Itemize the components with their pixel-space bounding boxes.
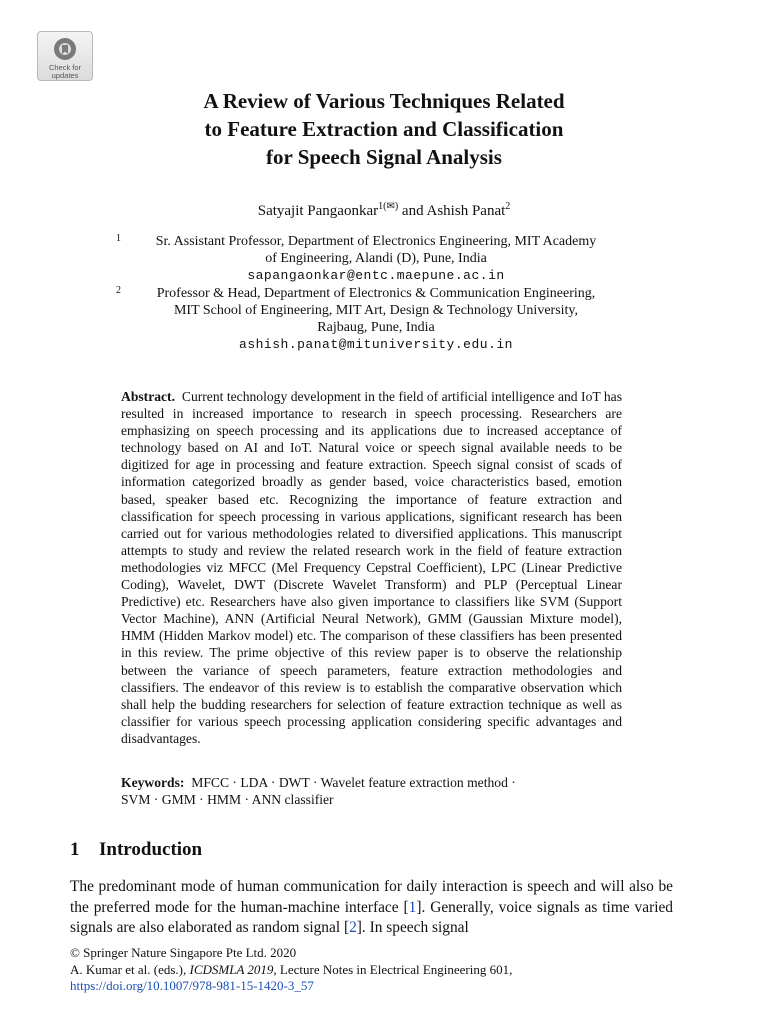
intro-text-3: ]. In speech signal [356,919,469,936]
author-1-name: Satyajit Pangaonkar [257,203,379,219]
keywords-label: Keywords: [121,775,185,790]
check-for-updates-badge[interactable] [37,31,93,81]
intro-text-2: ]. Generally, voice signals as time varied signals are also elaborated as random signal [ [70,898,673,936]
citation-link-2[interactable]: 2 [349,919,357,936]
doi-link[interactable]: https://doi.org/10.1007/978-981-15-1420-3_57 [70,978,314,993]
abstract [121,388,622,747]
abstract-text: Current technology development in the field of artificial intelligence and IoT has resulted in increased importance to research in speech processing. Researchers are emphasizing on speech processing and its applications due to increased acceptance of technology based on AI and IoT. Natural voice or speech signal available needs to be digitized for age in processing and feature extraction. Speech signal consist of scads of information categorized broadly as gender based, voice characteristics based, emotion based, speaker based etc. Recognizing the importance of feature extraction and classification for speech processing in various applications, significant research has been carried out for various methodologies related to diversified applications. This manuscript attempts to study and review the related research work in the field of feature extraction methodologies viz MFCC (Mel Frequency Cepstral Coefficient), LPC (Linear Predictive Coding), Wavelet, DWT (Discrete Wavelet Transform) and PLP (Perceptual Linear Predictive) etc. Researchers have also given importance to classifiers like SVM (Support Vector Machine), ANN (Artificial Neural Network), GMM (Gaussian Mixture model), HMM (Hidden Markov model) etc. The comparison of these classifiers has been presented in this review. The prime objective of this review paper is to observe the relationship between the variance of speech parameters, feature extraction methodologies and classifiers. The endeavor of this review is to establish the comparative observation which shall help the budding researchers for selection of feature extraction technique as well as classifier for various speech processing application considering specific advantages and disadvantages. [121,389,622,746]
affiliation-2-line1: Professor & Head, Department of Electronics & Communication Engineering, [156,286,596,301]
bookmark-ring-icon [52,36,78,62]
citation-suffix: , Lecture Notes in Electrical Engineering 601, [273,961,513,977]
intro-paragraph [70,877,673,939]
author-2-superscript: 2 [505,201,511,212]
keywords-line2: SVM · GMM · HMM · ANN classifier [121,792,334,807]
section-number: 1 [70,839,80,860]
author-conjunction: and [398,203,427,219]
section-heading [70,838,202,862]
affiliation-2-line3: Rajbaug, Pune, India [317,320,435,335]
keywords [121,774,641,808]
affiliation-1 [116,233,632,284]
title-line-1: A Review of Various Techniques Related [203,89,565,113]
affiliation-1-email[interactable]: sapangaonkar@entc.maepune.ac.in [247,268,505,283]
author-2-name: Ashish Panat [426,203,506,219]
affiliation-2 [116,285,632,353]
footer [70,945,512,995]
affiliation-1-line1: Sr. Assistant Professor, Department of Electronics Engineering, MIT Academy [155,234,597,249]
affiliation-2-line2: MIT School of Engineering, MIT Art, Design & Technology University, [173,303,579,318]
title-line-3: for Speech Signal Analysis [266,145,502,169]
author-1-superscript[interactable]: 1(✉) [378,201,399,212]
affiliation-1-line2: of Engineering, Alandi (D), Pune, India [265,251,487,266]
affiliation-2-email[interactable]: ashish.panat@mituniversity.edu.in [239,337,513,352]
citation-conference: ICDSMLA 2019 [189,961,274,977]
citation-line [70,962,512,979]
badge-text-line2: updates [51,71,79,80]
paper-title [0,87,768,171]
copyright-line: © Springer Nature Singapore Pte Ltd. 2020 [70,945,297,960]
section-title: Introduction [99,839,203,860]
affiliation-2-number: 2 [116,285,121,296]
intro-text-1: The predominant mode of human communication for daily interaction is speech and will also be the preferred mode for the human-machine interface [ [70,878,673,916]
keywords-line1: MFCC · LDA · DWT · Wavelet feature extraction method · [191,775,516,790]
abstract-label: Abstract. [121,389,175,404]
citation-prefix: A. Kumar et al. (eds.), [70,961,190,977]
affiliation-1-number: 1 [116,233,121,244]
author-list [0,201,768,221]
citation-link-1[interactable]: 1 [408,898,417,916]
title-line-2: to Feature Extraction and Classification [204,117,564,141]
badge-text-line1: Check for [48,63,82,72]
